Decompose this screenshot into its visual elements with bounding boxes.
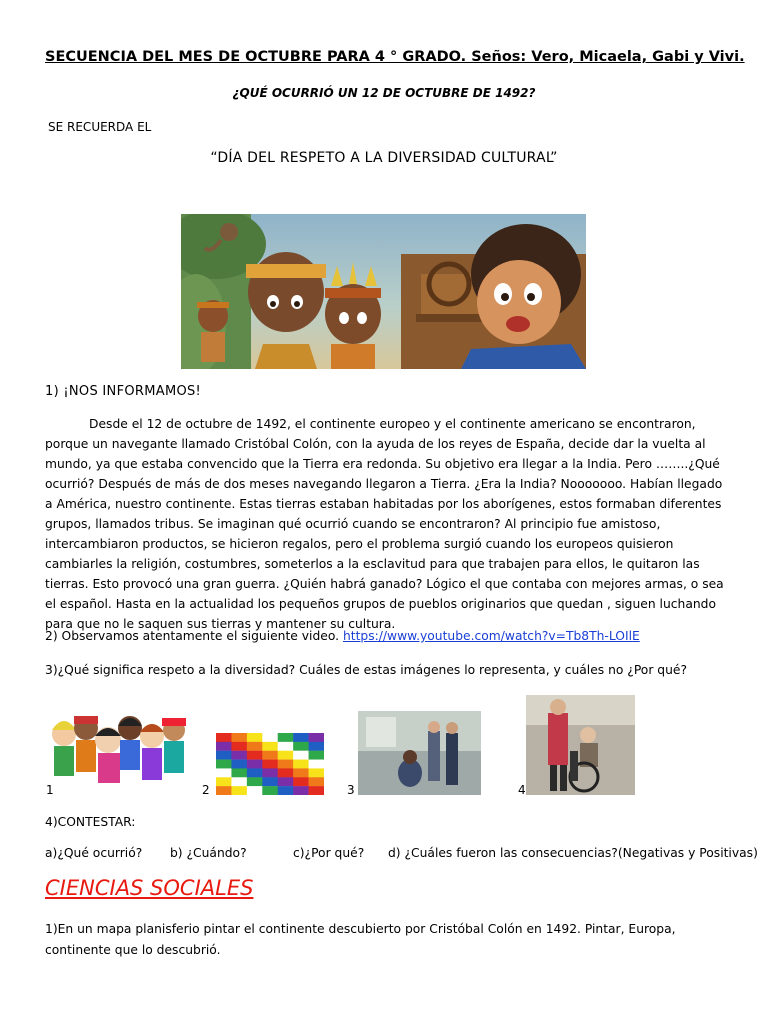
wiphala-square — [247, 733, 263, 742]
wiphala-square — [262, 777, 278, 786]
question-b: b) ¿Cuándo? — [170, 846, 247, 860]
wiphala-square — [247, 768, 263, 777]
wiphala-square — [216, 751, 232, 760]
wiphala-square — [216, 760, 232, 769]
document-title: SECUENCIA DEL MES DE OCTUBRE PARA 4 ° GRADO. Seños: Vero, Micaela, Gabi y Vivi. — [45, 49, 745, 65]
bullying-drawing — [358, 711, 481, 795]
wiphala-square — [309, 777, 324, 786]
day-name: “DÍA DEL RESPETO A LA DIVERSIDAD CULTURAL” — [210, 150, 558, 166]
question-a: a)¿Qué ocurrió? — [45, 846, 143, 860]
section-2-line — [45, 629, 640, 643]
question-d: d) ¿Cuáles fueron las consecuencias?(Negativas y Positivas) — [388, 846, 758, 860]
wiphala-square — [216, 777, 232, 786]
wiphala-square — [278, 751, 294, 760]
wiphala-square — [216, 786, 232, 795]
wiphala-square — [309, 768, 324, 777]
wiphala-square — [278, 760, 294, 769]
wiphala-square — [247, 786, 263, 795]
wiphala-square — [309, 733, 324, 742]
ciencias-task: 1)En un mapa planisferio pintar el continente descubierto por Cristóbal Colón en 1492. Pintar, Europa, continente que lo descubrió. — [45, 922, 676, 957]
wiphala-square — [216, 733, 232, 742]
question-c: c)¿Por qué? — [293, 846, 365, 860]
wiphala-square — [262, 786, 278, 795]
wiphala-square — [309, 742, 324, 751]
section-4-questions — [45, 846, 758, 860]
wiphala-square — [231, 786, 247, 795]
image-number-4: 4 — [518, 783, 526, 797]
paragraph-text: Desde el 12 de octubre de 1492, el continente europeo y el continente americano se encontraron, porque un navegante llamado Cristóbal Colón, con la ayuda de los reyes de España, decide dar la vuelta al mundo, ya que estaba convencido que la Tierra era redonda. Su objetivo era llegar a la India. Pero ……..¿Qué ocurrió? Después de más de dos meses navegando llegaron a Tierra. ¿Era la India? Nooooooo. Habían llegado a América, nuestro continente. Estas tierras estaban habitadas por los aborígenes, estos formaban diferentes grupos, llamados tribus. Se imaginan qué ocurrió cuando se encontraron? Al principio fue amistoso, intercambiaron productos, se hicieron regalos, pero el problema surgió cuando los europeos quisieron cambiarles la religión, costumbres, someterlos a la esclavitud para que trabajen para ellos, le quitaron las tierras. Esto provocó una gran guerra. ¿Quién habrá ganado? Lógico el que contaba con mejores armas, o sea el español. Hasta en la actualidad los pequeños grupos de pueblos originarios que quedan , siguen luchando para que no le saquen sus tierras y mantener su cultura. — [45, 417, 724, 631]
children-drawing — [50, 706, 190, 792]
wiphala-square — [262, 760, 278, 769]
ciencias-sociales-heading: CIENCIAS SOCIALES — [45, 876, 254, 900]
image-diverse-children — [50, 706, 190, 792]
wiphala-square — [293, 742, 309, 751]
wiphala-square — [278, 777, 294, 786]
wiphala-square — [293, 777, 309, 786]
wiphala-square — [293, 751, 309, 760]
wiphala-square — [216, 742, 232, 751]
wiphala-square — [231, 760, 247, 769]
wiphala-drawing — [216, 733, 324, 795]
image-wiphala-flag — [216, 733, 324, 795]
wiphala-square — [262, 742, 278, 751]
wiphala-square — [278, 786, 294, 795]
wiphala-square — [247, 777, 263, 786]
wiphala-square — [231, 733, 247, 742]
wheelchair-drawing — [526, 695, 635, 795]
banner-illustration — [181, 214, 586, 369]
wiphala-square — [293, 733, 309, 742]
image-bullying-photo — [358, 711, 481, 795]
wiphala-square — [309, 760, 324, 769]
wiphala-square — [278, 733, 294, 742]
wiphala-square — [309, 786, 324, 795]
wiphala-square — [216, 768, 232, 777]
wiphala-square — [262, 768, 278, 777]
section-1-paragraph — [45, 414, 725, 634]
banner-drawing — [181, 214, 586, 369]
wiphala-square — [293, 760, 309, 769]
wiphala-square — [262, 751, 278, 760]
wiphala-square — [278, 768, 294, 777]
section-2-text: 2) Observamos atentamente el siguiente video. — [45, 629, 343, 643]
wiphala-square — [247, 742, 263, 751]
wiphala-square — [293, 786, 309, 795]
image-number-2: 2 — [202, 783, 210, 797]
wiphala-square — [293, 768, 309, 777]
section-1-heading: 1) ¡NOS INFORMAMOS! — [45, 384, 202, 399]
section-3-question: 3)¿Qué significa respeto a la diversidad? Cuáles de estas imágenes lo representa, y cuáles no ¿Por qué? — [45, 663, 687, 677]
wiphala-square — [231, 777, 247, 786]
wiphala-square — [247, 751, 263, 760]
video-link[interactable]: https://www.youtube.com/watch?v=Tb8Th-LOIlE — [342, 629, 640, 643]
image-number-3: 3 — [347, 783, 355, 797]
wiphala-square — [231, 751, 247, 760]
wiphala-square — [309, 751, 324, 760]
wiphala-square — [247, 760, 263, 769]
section-4-heading: 4)CONTESTAR: — [45, 815, 136, 829]
wiphala-square — [231, 742, 247, 751]
wiphala-square — [262, 733, 278, 742]
main-question: ¿QUÉ OCURRIÓ UN 12 DE OCTUBRE DE 1492? — [232, 86, 536, 100]
recall-text: SE RECUERDA EL — [48, 120, 152, 134]
wiphala-square — [278, 742, 294, 751]
image-wheelchair-photo — [526, 695, 635, 795]
image-number-1: 1 — [46, 783, 54, 797]
wiphala-square — [231, 768, 247, 777]
